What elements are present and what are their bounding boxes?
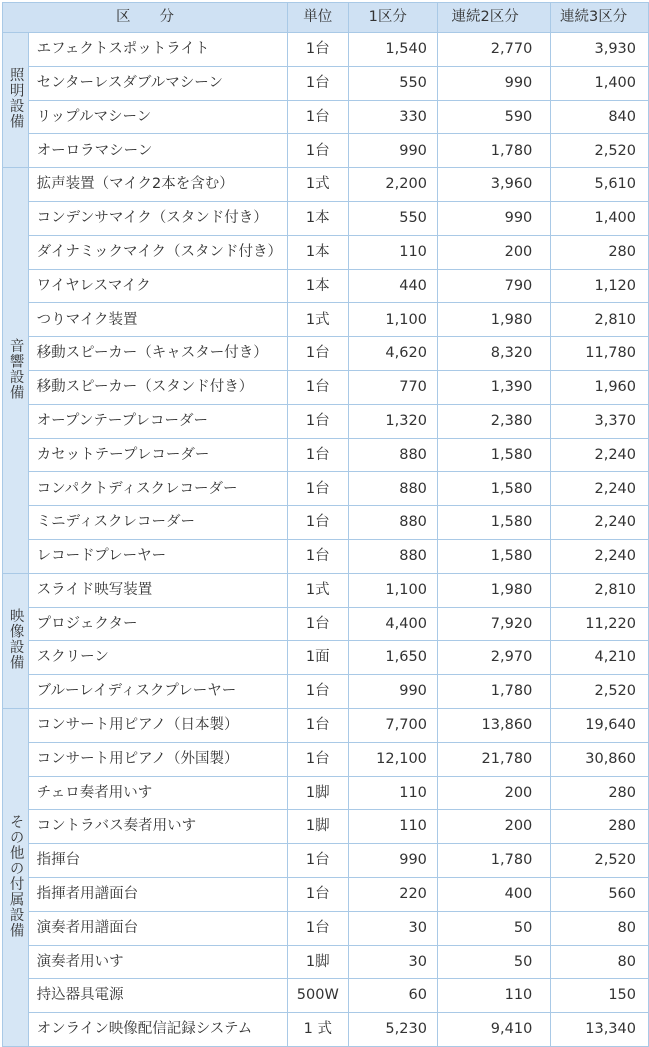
equipment-fee-table <box>2 2 649 1047</box>
item-name: 演奏者用譜面台 <box>28 911 287 945</box>
fee-one-period: 110 <box>348 235 437 269</box>
fee-three-periods: 19,640 <box>551 708 649 742</box>
item-unit: 1台 <box>287 438 348 472</box>
fee-two-periods: 990 <box>437 201 550 235</box>
fee-three-periods: 1,960 <box>551 370 649 404</box>
table-row <box>3 708 649 742</box>
fee-two-periods: 1,580 <box>437 539 550 573</box>
fee-one-period: 1,650 <box>348 641 437 675</box>
fee-three-periods: 2,810 <box>551 573 649 607</box>
header-category: 区 分 <box>3 3 288 33</box>
header-three-periods: 連続3区分 <box>551 3 649 33</box>
fee-three-periods: 840 <box>551 100 649 134</box>
category-label <box>3 33 29 168</box>
item-unit: 1式 <box>287 573 348 607</box>
fee-one-period: 4,400 <box>348 607 437 641</box>
item-name: コンサート用ピアノ（日本製） <box>28 708 287 742</box>
fee-two-periods: 1,580 <box>437 472 550 506</box>
fee-two-periods: 1,780 <box>437 675 550 709</box>
item-unit: 1台 <box>287 877 348 911</box>
header-two-periods: 連続2区分 <box>437 3 550 33</box>
table-row <box>3 877 649 911</box>
item-name: 指揮者用譜面台 <box>28 877 287 911</box>
item-unit: 1本 <box>287 201 348 235</box>
table-row <box>3 945 649 979</box>
fee-three-periods: 2,520 <box>551 844 649 878</box>
fee-three-periods: 280 <box>551 235 649 269</box>
item-unit: 500W <box>287 979 348 1013</box>
fee-three-periods: 1,400 <box>551 66 649 100</box>
fee-two-periods: 590 <box>437 100 550 134</box>
fee-two-periods: 50 <box>437 911 550 945</box>
fee-three-periods: 3,370 <box>551 404 649 438</box>
fee-two-periods: 9,410 <box>437 1013 550 1047</box>
fee-one-period: 330 <box>348 100 437 134</box>
item-name: チェロ奏者用いす <box>28 776 287 810</box>
fee-one-period: 880 <box>348 472 437 506</box>
table-row <box>3 742 649 776</box>
category-label-text: 照明設備 <box>7 67 24 130</box>
fee-two-periods: 400 <box>437 877 550 911</box>
fee-two-periods: 13,860 <box>437 708 550 742</box>
item-unit: 1台 <box>287 33 348 67</box>
item-name: 持込器具電源 <box>28 979 287 1013</box>
item-unit: 1台 <box>287 911 348 945</box>
fee-one-period: 30 <box>348 911 437 945</box>
fee-one-period: 550 <box>348 66 437 100</box>
item-name: ミニディスクレコーダー <box>28 506 287 540</box>
fee-two-periods: 2,970 <box>437 641 550 675</box>
table-row <box>3 134 649 168</box>
fee-two-periods: 7,920 <box>437 607 550 641</box>
item-name: 移動スピーカー（キャスター付き） <box>28 337 287 371</box>
category-label-text: 映像設備 <box>7 608 24 671</box>
fee-one-period: 12,100 <box>348 742 437 776</box>
fee-two-periods: 8,320 <box>437 337 550 371</box>
table-row <box>3 337 649 371</box>
item-unit: 1脚 <box>287 810 348 844</box>
fee-one-period: 880 <box>348 438 437 472</box>
table-row <box>3 235 649 269</box>
item-name: ブルーレイディスクプレーヤー <box>28 675 287 709</box>
item-unit: 1 式 <box>287 1013 348 1047</box>
fee-one-period: 990 <box>348 844 437 878</box>
fee-one-period: 110 <box>348 810 437 844</box>
item-unit: 1台 <box>287 337 348 371</box>
fee-three-periods: 1,120 <box>551 269 649 303</box>
fee-one-period: 5,230 <box>348 1013 437 1047</box>
fee-three-periods: 3,930 <box>551 33 649 67</box>
item-name: 演奏者用いす <box>28 945 287 979</box>
table-row <box>3 168 649 202</box>
table-row <box>3 911 649 945</box>
item-unit: 1台 <box>287 66 348 100</box>
item-name: カセットテープレコーダー <box>28 438 287 472</box>
fee-three-periods: 2,240 <box>551 438 649 472</box>
item-name: リップルマシーン <box>28 100 287 134</box>
fee-one-period: 1,100 <box>348 573 437 607</box>
item-name: つりマイク装置 <box>28 303 287 337</box>
item-name: 拡声装置（マイク2本を含む） <box>28 168 287 202</box>
fee-one-period: 880 <box>348 506 437 540</box>
item-name: ダイナミックマイク（スタンド付き） <box>28 235 287 269</box>
table-row <box>3 201 649 235</box>
category-label-text: 音響設備 <box>7 337 24 400</box>
table-row <box>3 472 649 506</box>
fee-two-periods: 990 <box>437 66 550 100</box>
fee-one-period: 4,620 <box>348 337 437 371</box>
fee-two-periods: 50 <box>437 945 550 979</box>
item-name: 指揮台 <box>28 844 287 878</box>
fee-three-periods: 2,810 <box>551 303 649 337</box>
item-name: オンライン映像配信記録システム <box>28 1013 287 1047</box>
item-unit: 1脚 <box>287 945 348 979</box>
fee-three-periods: 1,400 <box>551 201 649 235</box>
fee-one-period: 880 <box>348 539 437 573</box>
fee-one-period: 110 <box>348 776 437 810</box>
fee-one-period: 60 <box>348 979 437 1013</box>
item-name: スクリーン <box>28 641 287 675</box>
table-row <box>3 539 649 573</box>
fee-one-period: 1,320 <box>348 404 437 438</box>
fee-three-periods: 11,220 <box>551 607 649 641</box>
fee-one-period: 2,200 <box>348 168 437 202</box>
fee-three-periods: 280 <box>551 776 649 810</box>
item-unit: 1台 <box>287 100 348 134</box>
item-unit: 1台 <box>287 370 348 404</box>
item-name: スライド映写装置 <box>28 573 287 607</box>
fee-three-periods: 11,780 <box>551 337 649 371</box>
fee-three-periods: 2,240 <box>551 506 649 540</box>
fee-two-periods: 200 <box>437 810 550 844</box>
fee-three-periods: 30,860 <box>551 742 649 776</box>
table-row <box>3 573 649 607</box>
fee-two-periods: 1,980 <box>437 573 550 607</box>
fee-three-periods: 2,520 <box>551 675 649 709</box>
item-name: ワイヤレスマイク <box>28 269 287 303</box>
fee-two-periods: 790 <box>437 269 550 303</box>
item-name: オープンテープレコーダー <box>28 404 287 438</box>
fee-two-periods: 1,580 <box>437 438 550 472</box>
item-unit: 1台 <box>287 607 348 641</box>
fee-three-periods: 80 <box>551 945 649 979</box>
fee-two-periods: 2,380 <box>437 404 550 438</box>
table-row <box>3 100 649 134</box>
fee-three-periods: 280 <box>551 810 649 844</box>
item-name: コンパクトディスクレコーダー <box>28 472 287 506</box>
fee-two-periods: 1,390 <box>437 370 550 404</box>
item-name: オーロラマシーン <box>28 134 287 168</box>
table-row <box>3 370 649 404</box>
table-row <box>3 607 649 641</box>
item-name: レコードプレーヤー <box>28 539 287 573</box>
fee-one-period: 990 <box>348 675 437 709</box>
fee-two-periods: 3,960 <box>437 168 550 202</box>
fee-one-period: 440 <box>348 269 437 303</box>
fee-one-period: 220 <box>348 877 437 911</box>
item-unit: 1本 <box>287 235 348 269</box>
fee-one-period: 1,100 <box>348 303 437 337</box>
item-unit: 1台 <box>287 539 348 573</box>
category-label-text: その他の付属設備 <box>7 813 24 938</box>
category-label <box>3 573 29 708</box>
item-name: コンデンサマイク（スタンド付き） <box>28 201 287 235</box>
table-body <box>3 33 649 1047</box>
item-unit: 1本 <box>287 269 348 303</box>
fee-one-period: 770 <box>348 370 437 404</box>
fee-three-periods: 2,240 <box>551 472 649 506</box>
table-row <box>3 506 649 540</box>
table-row <box>3 641 649 675</box>
category-label <box>3 708 29 1046</box>
fee-two-periods: 110 <box>437 979 550 1013</box>
item-name: コントラバス奏者用いす <box>28 810 287 844</box>
item-unit: 1台 <box>287 844 348 878</box>
fee-two-periods: 21,780 <box>437 742 550 776</box>
fee-one-period: 1,540 <box>348 33 437 67</box>
fee-one-period: 30 <box>348 945 437 979</box>
fee-three-periods: 150 <box>551 979 649 1013</box>
header-one-period: 1区分 <box>348 3 437 33</box>
fee-two-periods: 200 <box>437 235 550 269</box>
item-unit: 1台 <box>287 134 348 168</box>
item-name: コンサート用ピアノ（外国製） <box>28 742 287 776</box>
table-row <box>3 404 649 438</box>
table-row <box>3 1013 649 1047</box>
table-row <box>3 66 649 100</box>
fee-two-periods: 1,980 <box>437 303 550 337</box>
table-header-row <box>3 3 649 33</box>
item-unit: 1台 <box>287 404 348 438</box>
fee-one-period: 990 <box>348 134 437 168</box>
table-row <box>3 810 649 844</box>
item-name: プロジェクター <box>28 607 287 641</box>
item-name: エフェクトスポットライト <box>28 33 287 67</box>
category-label <box>3 168 29 574</box>
table-row <box>3 979 649 1013</box>
item-unit: 1台 <box>287 675 348 709</box>
fee-three-periods: 2,240 <box>551 539 649 573</box>
table-row <box>3 303 649 337</box>
item-unit: 1台 <box>287 742 348 776</box>
fee-three-periods: 4,210 <box>551 641 649 675</box>
fee-three-periods: 5,610 <box>551 168 649 202</box>
fee-two-periods: 200 <box>437 776 550 810</box>
item-unit: 1式 <box>287 168 348 202</box>
header-unit: 単位 <box>287 3 348 33</box>
fee-three-periods: 2,520 <box>551 134 649 168</box>
fee-two-periods: 1,580 <box>437 506 550 540</box>
fee-two-periods: 1,780 <box>437 134 550 168</box>
fee-two-periods: 2,770 <box>437 33 550 67</box>
fee-three-periods: 560 <box>551 877 649 911</box>
item-name: センターレスダブルマシーン <box>28 66 287 100</box>
fee-one-period: 7,700 <box>348 708 437 742</box>
item-unit: 1台 <box>287 708 348 742</box>
fee-three-periods: 80 <box>551 911 649 945</box>
fee-one-period: 550 <box>348 201 437 235</box>
item-unit: 1式 <box>287 303 348 337</box>
item-unit: 1台 <box>287 506 348 540</box>
item-unit: 1脚 <box>287 776 348 810</box>
item-unit: 1台 <box>287 472 348 506</box>
table-row <box>3 438 649 472</box>
table-row <box>3 269 649 303</box>
table-row <box>3 675 649 709</box>
fee-three-periods: 13,340 <box>551 1013 649 1047</box>
table-row <box>3 33 649 67</box>
table-row <box>3 776 649 810</box>
table-row <box>3 844 649 878</box>
fee-two-periods: 1,780 <box>437 844 550 878</box>
item-name: 移動スピーカー（スタンド付き） <box>28 370 287 404</box>
item-unit: 1面 <box>287 641 348 675</box>
